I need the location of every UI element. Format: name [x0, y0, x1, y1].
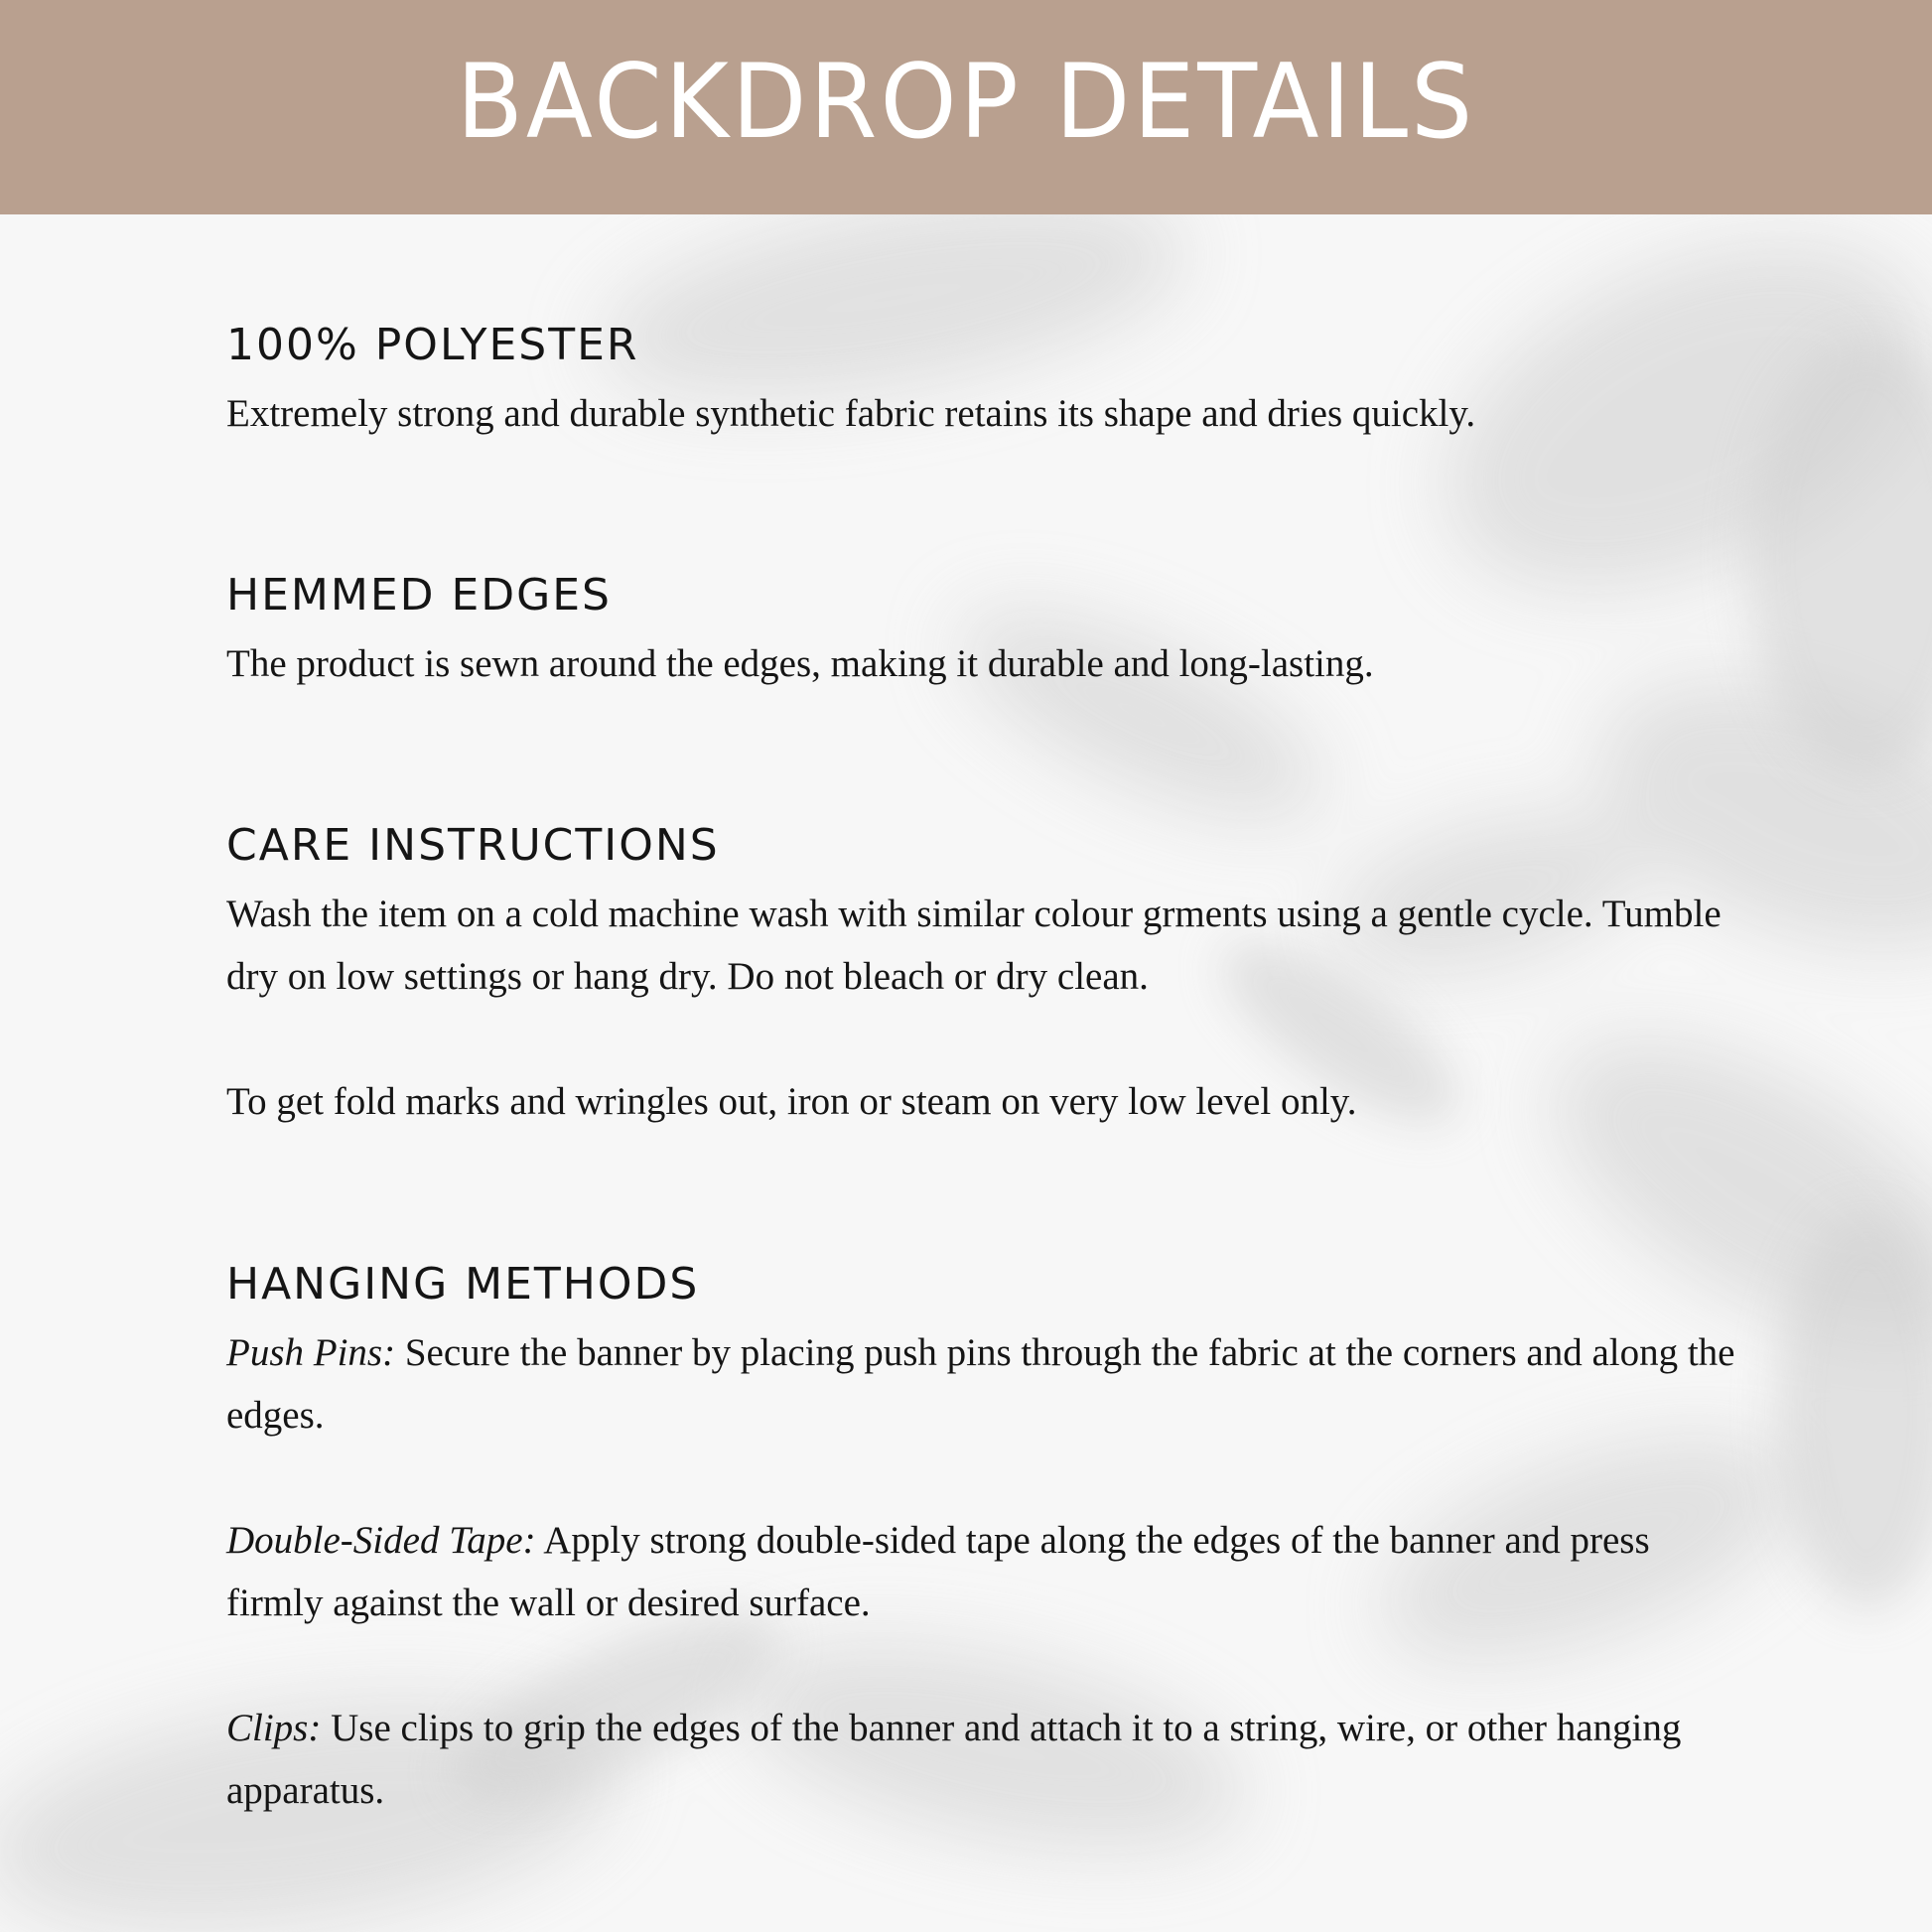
section-care-instructions [226, 820, 1735, 1133]
method-label: Push Pins: [226, 1331, 396, 1374]
section-heading: HEMMED EDGES [226, 570, 612, 621]
method-text: Secure the banner by placing push pins through the fabric at the corners and along the edges. [226, 1331, 1735, 1437]
section-text: To get fold marks and wringles out, iron or steam on very low level only. [226, 1080, 1357, 1123]
page-title: BACKDROP DETAILS [456, 42, 1476, 163]
section-heading: 100% POLYESTER [226, 320, 639, 370]
section-heading: HANGING METHODS [226, 1259, 700, 1310]
section-heading: CARE INSTRUCTIONS [226, 820, 720, 871]
method-double-sided-tape [226, 1509, 1735, 1634]
section-text: The product is sewn around the edges, making it durable and long-lasting. [226, 642, 1374, 685]
header-banner [0, 0, 1932, 214]
section-hemmed-edges [226, 570, 1735, 695]
method-label: Double-Sided Tape: [226, 1519, 536, 1562]
method-clips [226, 1697, 1735, 1822]
section-text: Extremely strong and durable synthetic fabric retains its shape and dries quickly. [226, 392, 1476, 435]
method-label: Clips: [226, 1707, 322, 1749]
method-push-pins [226, 1321, 1735, 1447]
section-hanging-methods [226, 1259, 1735, 1822]
section-polyester [226, 320, 1735, 445]
method-text: Use clips to grip the edges of the banner and attach it to a string, wire, or other hanging apparatus. [226, 1707, 1682, 1812]
method-text: Apply strong double-sided tape along the edges of the banner and press firmly against the wall or desired surface. [226, 1519, 1650, 1624]
section-text: Wash the item on a cold machine wash with similar colour grments using a gentle cycle. Tumble dry on low settings or hang dry. Do not bleach or dry clean. [226, 893, 1722, 998]
